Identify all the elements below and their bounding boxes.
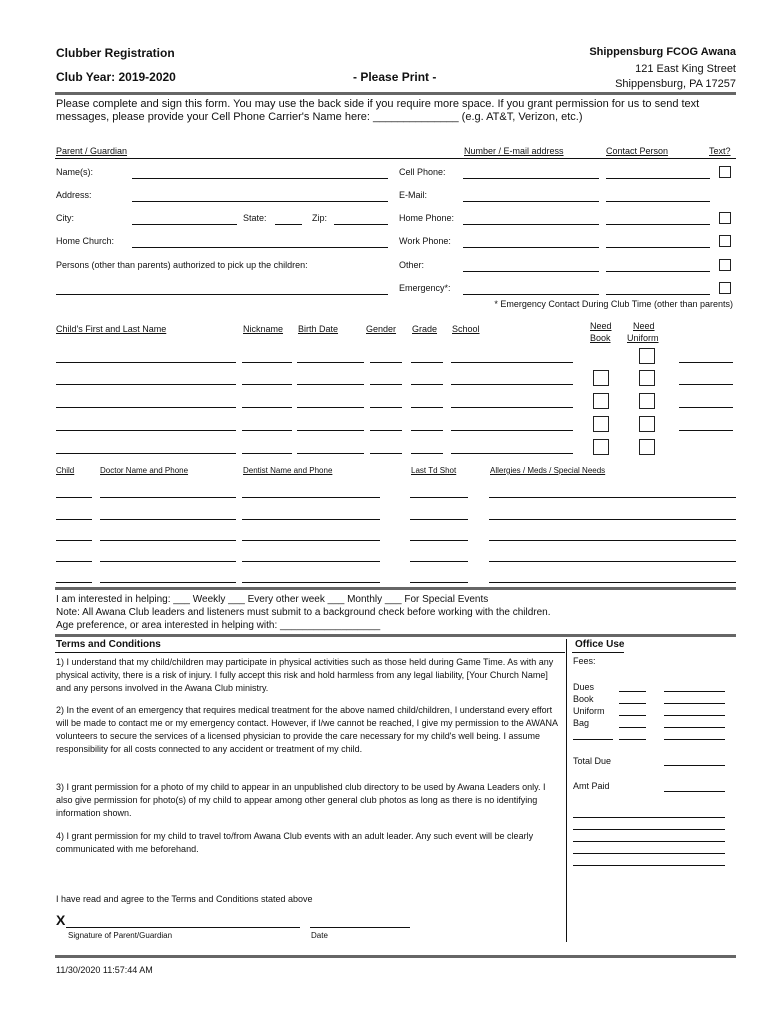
grade-field[interactable]	[411, 430, 443, 431]
address-field[interactable]	[132, 201, 388, 202]
need-book-header-2: Book	[590, 333, 611, 343]
allergies-field[interactable]	[489, 561, 736, 562]
fees-label: Fees:	[573, 656, 596, 666]
dentist-field[interactable]	[242, 519, 380, 520]
uniform-size-field[interactable]	[679, 384, 733, 385]
intro-line-1: Please complete and sign this form. You may use the back side if you require more space. If you grant permission for us to send text	[56, 98, 700, 110]
dentist-field[interactable]	[242, 497, 380, 498]
school-field[interactable]	[451, 362, 573, 363]
birth-date-field[interactable]	[297, 407, 364, 408]
medical-divider	[55, 587, 736, 590]
medical-child-field[interactable]	[56, 582, 92, 583]
text-header: Text?	[709, 146, 731, 156]
intro-line-2: messages, please provide your Cell Phone Carrier's Name here: ______________ (e.g. AT&T, Verizon, etc.)	[56, 111, 583, 123]
state-label: State:	[243, 213, 267, 223]
home-phone-field[interactable]	[463, 224, 599, 225]
office-separator	[566, 639, 567, 942]
last-shot-field[interactable]	[410, 540, 468, 541]
term-1: 1) I understand that my child/children may participate in physical activities such as those held during Game Time. As with any physical activity, there is a risk of injury. I fully accept this risk and hold harmless from any legal liability, [Your Church Name] and any persons involved in the Awana Club ministry.	[56, 657, 554, 693]
child-name-field[interactable]	[56, 362, 236, 363]
doctor-field[interactable]	[100, 519, 236, 520]
last-shot-field[interactable]	[410, 519, 468, 520]
nickname-field[interactable]	[242, 407, 292, 408]
gender-field[interactable]	[370, 362, 402, 363]
child-name-field[interactable]	[56, 430, 236, 431]
office-title-rule	[572, 652, 624, 653]
last-shot-field[interactable]	[410, 561, 468, 562]
agree-statement: I have read and agree to the Terms and Conditions stated above	[56, 894, 313, 904]
home-church-label: Home Church:	[56, 236, 115, 246]
dentist-field[interactable]	[242, 540, 380, 541]
authorized-pickup-field[interactable]	[56, 294, 388, 295]
print-timestamp: 11/30/2020 11:57:44 AM	[56, 965, 153, 975]
birth-date-field[interactable]	[297, 384, 364, 385]
medical-child-header: Child	[56, 466, 75, 475]
doctor-field[interactable]	[100, 561, 236, 562]
header-divider	[55, 92, 736, 95]
cell-phone-contact-field[interactable]	[606, 178, 710, 179]
need-uniform-checkbox[interactable]	[639, 416, 655, 432]
need-uniform-header-1: Need	[633, 321, 655, 331]
amt-paid-label: Amt Paid	[573, 781, 610, 791]
background-check-note: Note: All Awana Club leaders and listeners must submit to a background check before working with the children.	[56, 607, 551, 618]
office-notes-line[interactable]	[573, 865, 725, 866]
term-3: 3) I grant permission for a photo of my child to appear in an unpublished club directory to be used by Awana Leaders only. I also give permission for photo(s) of my child to appear among other general club photos as long as there is no identifying information shown.	[56, 782, 546, 818]
child-name-header: Child's First and Last Name	[56, 324, 167, 334]
emergency-label: Emergency*:	[399, 283, 451, 293]
zip-label: Zip:	[312, 213, 328, 223]
allergies-header: Allergies / Meds / Special Needs	[490, 466, 606, 475]
medical-child-field[interactable]	[56, 497, 92, 498]
dentist-header: Dentist Name and Phone	[243, 466, 333, 475]
birth-date-field[interactable]	[297, 430, 364, 431]
helping-divider	[55, 634, 736, 637]
medical-child-field[interactable]	[56, 540, 92, 541]
office-use-title: Office Use	[575, 639, 625, 650]
book-qty-field[interactable]	[619, 703, 646, 704]
names-field[interactable]	[132, 178, 388, 179]
work-phone-field[interactable]	[463, 247, 599, 248]
bag-qty-field[interactable]	[619, 727, 646, 728]
signature-field[interactable]	[66, 927, 300, 928]
child-name-field[interactable]	[56, 453, 236, 454]
helping-options: I am interested in helping: ___ Weekly ___ Every other week ___ Monthly ___ For Special Events	[56, 594, 489, 605]
need-uniform-checkbox[interactable]	[639, 439, 655, 455]
need-uniform-checkbox[interactable]	[639, 393, 655, 409]
allergies-field[interactable]	[489, 582, 736, 583]
school-field[interactable]	[451, 384, 573, 385]
bag-amt-field[interactable]	[664, 727, 725, 728]
total-due-field[interactable]	[664, 765, 725, 766]
total-due-label: Total Due	[573, 756, 612, 766]
uniform-size-field[interactable]	[679, 430, 733, 431]
dues-label: Dues	[573, 682, 595, 692]
office-notes-line[interactable]	[573, 829, 725, 830]
terms-title: Terms and Conditions	[56, 639, 161, 650]
doctor-field[interactable]	[100, 497, 236, 498]
form-title: Clubber Registration	[56, 46, 175, 60]
contact-person-header: Contact Person	[606, 146, 669, 156]
medical-child-field[interactable]	[56, 561, 92, 562]
last-shot-header: Last Td Shot	[411, 466, 457, 475]
need-book-header-1: Need	[590, 321, 612, 331]
home-phone-label: Home Phone:	[399, 213, 455, 223]
need-book-checkbox[interactable]	[593, 439, 609, 455]
medical-child-field[interactable]	[56, 519, 92, 520]
office-notes-line[interactable]	[573, 853, 725, 854]
birth-date-field[interactable]	[297, 453, 364, 454]
need-book-checkbox[interactable]	[593, 393, 609, 409]
cell-phone-label: Cell Phone:	[399, 167, 446, 177]
grade-field[interactable]	[411, 453, 443, 454]
need-book-checkbox[interactable]	[593, 370, 609, 386]
book-amt-field[interactable]	[664, 703, 725, 704]
other-label: Other:	[399, 260, 425, 270]
signature-label: Signature of Parent/Guardian	[68, 931, 173, 940]
last-shot-field[interactable]	[410, 582, 468, 583]
other-phone-field[interactable]	[463, 271, 599, 272]
nickname-header: Nickname	[243, 324, 284, 334]
misc-amt-field[interactable]	[664, 739, 725, 740]
uniform-size-field[interactable]	[679, 407, 733, 408]
nickname-field[interactable]	[242, 384, 292, 385]
doctor-field[interactable]	[100, 540, 236, 541]
office-notes-line[interactable]	[573, 817, 725, 818]
uniform-qty-field[interactable]	[619, 715, 646, 716]
gender-header: Gender	[366, 324, 397, 334]
uniform-size-field[interactable]	[679, 362, 733, 363]
grade-header: Grade	[412, 324, 438, 334]
parent-header-rule	[55, 158, 736, 159]
email-field[interactable]	[463, 201, 599, 202]
grade-field[interactable]	[411, 362, 443, 363]
email-label: E-Mail:	[399, 190, 428, 200]
grade-field[interactable]	[411, 407, 443, 408]
uniform-amt-field[interactable]	[664, 715, 725, 716]
bag-label: Bag	[573, 718, 590, 728]
org-city: Shippensburg, PA 17257	[615, 78, 736, 90]
birth-date-header: Birth Date	[298, 324, 339, 334]
age-preference: Age preference, or area interested in helping with: __________________	[56, 620, 381, 631]
emergency-contact-field[interactable]	[606, 294, 710, 295]
email-contact-field[interactable]	[606, 201, 710, 202]
gender-field[interactable]	[370, 407, 402, 408]
nickname-field[interactable]	[242, 430, 292, 431]
school-field[interactable]	[451, 407, 573, 408]
grade-field[interactable]	[411, 384, 443, 385]
gender-field[interactable]	[370, 430, 402, 431]
book-label: Book	[573, 694, 594, 704]
doctor-field[interactable]	[100, 582, 236, 583]
emergency-text-checkbox[interactable]	[719, 282, 731, 294]
org-name: Shippensburg FCOG Awana	[589, 46, 736, 58]
allergies-field[interactable]	[489, 497, 736, 498]
gender-field[interactable]	[370, 453, 402, 454]
dues-amt-field[interactable]	[664, 691, 725, 692]
misc-desc-field[interactable]	[573, 739, 613, 740]
allergies-field[interactable]	[489, 540, 736, 541]
gender-field[interactable]	[370, 384, 402, 385]
dentist-field[interactable]	[242, 582, 380, 583]
child-name-field[interactable]	[56, 384, 236, 385]
authorized-pickup-label: Persons (other than parents) authorized to pick up the children:	[56, 260, 308, 270]
misc-qty-field[interactable]	[619, 739, 646, 740]
work-phone-contact-field[interactable]	[606, 247, 710, 248]
nickname-field[interactable]	[242, 362, 292, 363]
cell-phone-field[interactable]	[463, 178, 599, 179]
number-email-header: Number / E-mail address	[464, 146, 564, 156]
allergies-field[interactable]	[489, 519, 736, 520]
parent-guardian-header: Parent / Guardian	[56, 146, 128, 156]
cell-phone-text-checkbox[interactable]	[719, 166, 731, 178]
school-field[interactable]	[451, 453, 573, 454]
term-4: 4) I grant permission for my child to travel to/from Awana Club events with an adult leader. Any such event will be clearly communicated with me beforehand.	[56, 831, 534, 854]
signature-x-mark: X	[56, 912, 66, 928]
work-phone-text-checkbox[interactable]	[719, 235, 731, 247]
dentist-field[interactable]	[242, 561, 380, 562]
amt-paid-field[interactable]	[664, 791, 725, 792]
date-label: Date	[311, 931, 328, 940]
need-uniform-checkbox[interactable]	[639, 348, 655, 364]
org-street: 121 East King Street	[635, 63, 736, 75]
doctor-header: Doctor Name and Phone	[100, 466, 189, 475]
need-book-checkbox[interactable]	[593, 416, 609, 432]
last-shot-field[interactable]	[410, 497, 468, 498]
child-name-field[interactable]	[56, 407, 236, 408]
city-field[interactable]	[132, 224, 237, 225]
other-text-checkbox[interactable]	[719, 259, 731, 271]
home-phone-text-checkbox[interactable]	[719, 212, 731, 224]
other-contact-field[interactable]	[606, 271, 710, 272]
work-phone-label: Work Phone:	[399, 236, 451, 246]
names-label: Name(s):	[56, 167, 94, 177]
nickname-field[interactable]	[242, 453, 292, 454]
term-2: 2) In the event of an emergency that requires medical treatment for the above named child/children, I understand every effort will be made to contact me or my emergency contact. However, if I/we cannot be reached, I give my permission to the AWANA volunteers to secure the services of a licensed physician to provide the care necessary for my child's well being. I assume responsibility for all costs connected to any accident or treatment of my child.	[56, 705, 558, 754]
zip-field[interactable]	[334, 224, 388, 225]
school-header: School	[452, 324, 480, 334]
need-uniform-checkbox[interactable]	[639, 370, 655, 386]
home-phone-contact-field[interactable]	[606, 224, 710, 225]
footer-divider	[55, 955, 736, 958]
school-field[interactable]	[451, 430, 573, 431]
state-field[interactable]	[275, 224, 302, 225]
dues-qty-field[interactable]	[619, 691, 646, 692]
birth-date-field[interactable]	[297, 362, 364, 363]
please-print: - Please Print -	[353, 70, 437, 84]
office-notes-line[interactable]	[573, 841, 725, 842]
terms-title-rule	[55, 652, 565, 653]
need-uniform-header-2: Uniform	[627, 333, 659, 343]
date-field[interactable]	[310, 927, 410, 928]
city-label: City:	[56, 213, 74, 223]
emergency-phone-field[interactable]	[463, 294, 599, 295]
uniform-label: Uniform	[573, 706, 605, 716]
emergency-note: * Emergency Contact During Club Time (other than parents)	[494, 299, 733, 309]
club-year: Club Year: 2019-2020	[56, 70, 176, 84]
address-label: Address:	[56, 190, 92, 200]
home-church-field[interactable]	[132, 247, 388, 248]
